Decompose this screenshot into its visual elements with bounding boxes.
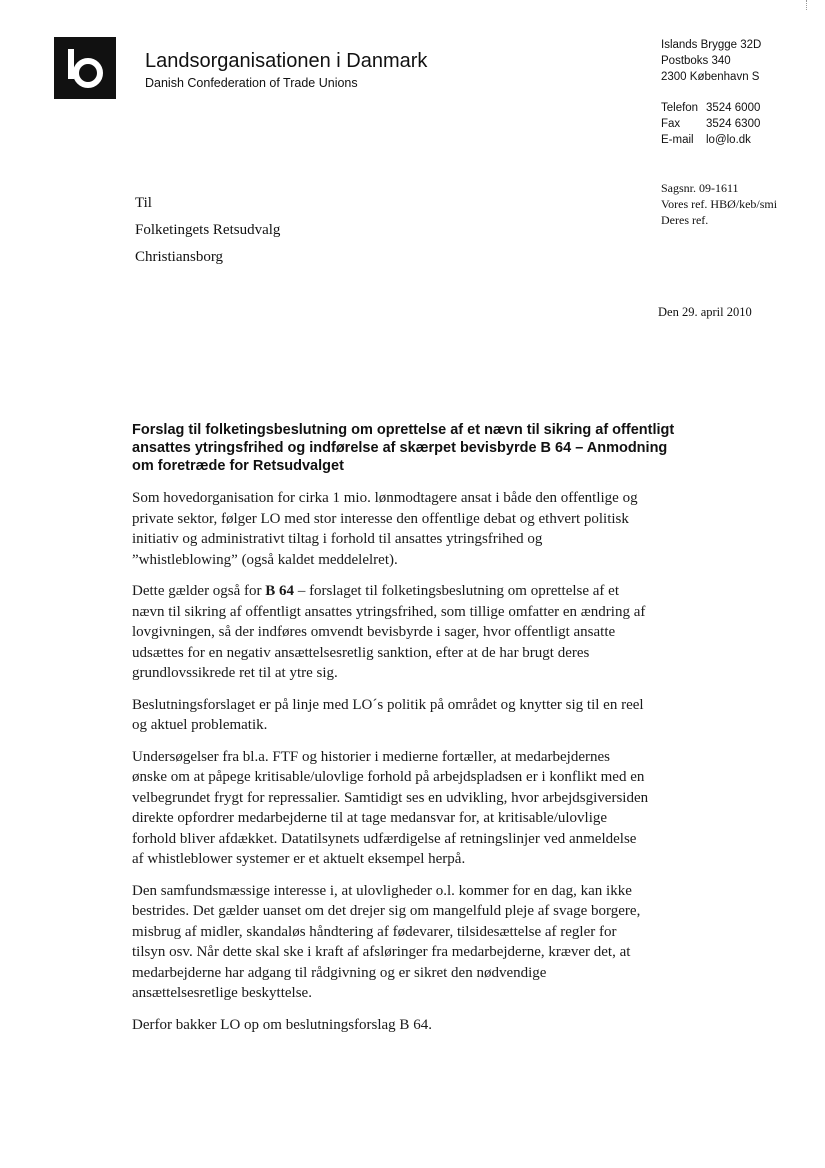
bill-reference: B 64: [265, 583, 295, 599]
paragraph-3: [132, 695, 732, 736]
body-line: ”whistleblowing” (også kaldet meddelelret).: [132, 551, 398, 568]
our-reference: Vores ref. HBØ/keb/smi: [661, 197, 778, 211]
subject-line: ansattes ytringsfrihed og indførelse af skærpet bevisbyrde B 64 – Anmodning: [132, 440, 668, 456]
subject-heading: [132, 421, 732, 475]
subject-line: om foretræde for Retsudvalget: [132, 458, 344, 474]
body-line: lovgivningen, så der indføres omvendt bevisbyrde i sager, hvor offentligt ansatte: [132, 624, 616, 640]
subject-line: Forslag til folketingsbeslutning om oprettelse af et nævn til sikring af offentligt: [132, 422, 675, 438]
body-text: Dette gælder også for: [132, 583, 266, 599]
org-subtitle: Danish Confederation of Trade Unions: [145, 76, 358, 90]
paragraph-2: [132, 581, 732, 684]
body-line: bestrides. Det gælder uanset om det drejer sig om mangelfuld pleje af svage borgere,: [132, 903, 641, 919]
letter-body: [132, 488, 732, 1046]
address-line: Postboks 340: [661, 55, 731, 67]
body-line: tilsyn osv. Når dette skal ske i kraft af afsløringer fra medarbejderne, kræver det, at: [132, 944, 631, 960]
your-reference: Deres ref.: [661, 213, 709, 227]
body-line: nævn til sikring af offentligt ansattes ytringsfrihed, som tillige omfatter en ændring af: [132, 603, 646, 620]
body-line: forhold bliver afdækket. Datatilsynets udfærdigelse af retningslinjer ved anmeldelse: [132, 830, 637, 847]
email-line: [661, 132, 761, 148]
body-line: Beslutningsforslaget er på linje med LO´s politik på området og knytter sig til en reel: [132, 696, 644, 713]
letter-date: Den 29. april 2010: [658, 305, 752, 319]
body-line: velbegrundet frygt for repressalier. Samtidigt ses en udvikling, hvor arbejdsgiversiden: [132, 789, 649, 806]
fax-label: Fax: [661, 118, 681, 130]
body-line: direkte opfordrer medarbejderne til at tage medansvar for, at kritisable/ulovlige: [132, 810, 608, 826]
paragraph-6: [132, 1015, 732, 1036]
scan-margin-mark: [806, 0, 810, 10]
body-line: udsættes for en negativ ansættelsesretlig sanktion, efter at de har brugt deres: [132, 644, 590, 661]
phone-number: 3524 6000: [706, 102, 761, 114]
body-line: misbrug af midler, skandaløs håndtering af fødevarer, tilsidesættelse af regler for: [132, 923, 617, 940]
paragraph-1: [132, 488, 732, 570]
email-address: lo@lo.dk: [706, 134, 751, 146]
body-line: medarbejderne har adgang til rådgivning og er sikret den nødvendige: [132, 964, 547, 981]
paragraph-5: [132, 881, 732, 1004]
body-text: – forslaget til folketingsbeslutning om oprettelse af et: [294, 583, 619, 599]
body-line: ønske om at påpege kritisable/ulovlige forhold på arbejdspladsen er i konflikt med en: [132, 769, 645, 785]
body-line: [132, 581, 732, 602]
recipient-line: Folketingets Retsudvalg: [135, 222, 281, 238]
body-line: Derfor bakker LO op om beslutningsforslag B 64.: [132, 1016, 432, 1033]
reference-block: [661, 180, 777, 228]
body-line: Undersøgelser fra bl.a. FTF og historier i medierne fortæller, at medarbejdernes: [132, 748, 610, 765]
case-number: Sagsnr. 09-1611: [661, 181, 739, 195]
org-name: Landsorganisationen i Danmark: [145, 50, 428, 72]
body-line: initiativ og administrativt tiltag i forhold til ansattes ytringsfrihed og: [132, 531, 543, 547]
body-line: Som hovedorganisation for cirka 1 mio. lønmodtagere ansat i både den offentlige og: [132, 490, 638, 506]
body-line: og aktuel problematik.: [132, 717, 268, 733]
paragraph-4: [132, 747, 732, 870]
address-line: 2300 København S: [661, 71, 760, 83]
phone-label: Telefon: [661, 102, 699, 114]
contact-block: [661, 37, 761, 148]
body-line: grundlovssikrede ret til at ytre sig.: [132, 665, 338, 681]
body-line: ansættelsesretlige beskyttelse.: [132, 985, 312, 1001]
fax-line: [661, 116, 761, 132]
body-line: private sektor, følger LO med stor interesse den offentlige debat og ethvert politisk: [132, 510, 629, 527]
address-line: Islands Brygge 32D: [661, 39, 762, 51]
body-line: Den samfundsmæssige interesse i, at ulovligheder o.l. kommer for en dag, kan ikke: [132, 882, 632, 899]
lo-logo-icon: [54, 37, 116, 99]
body-line: af whistleblower systemer er et aktuelt eksempel herpå.: [132, 851, 466, 867]
recipient-block: [135, 190, 280, 271]
phone-line: [661, 100, 761, 116]
recipient-line: Til: [135, 195, 152, 211]
lo-logo-graphic: [54, 37, 116, 99]
fax-number: 3524 6300: [706, 118, 761, 130]
recipient-line: Christiansborg: [135, 249, 224, 265]
email-label: E-mail: [661, 134, 694, 146]
